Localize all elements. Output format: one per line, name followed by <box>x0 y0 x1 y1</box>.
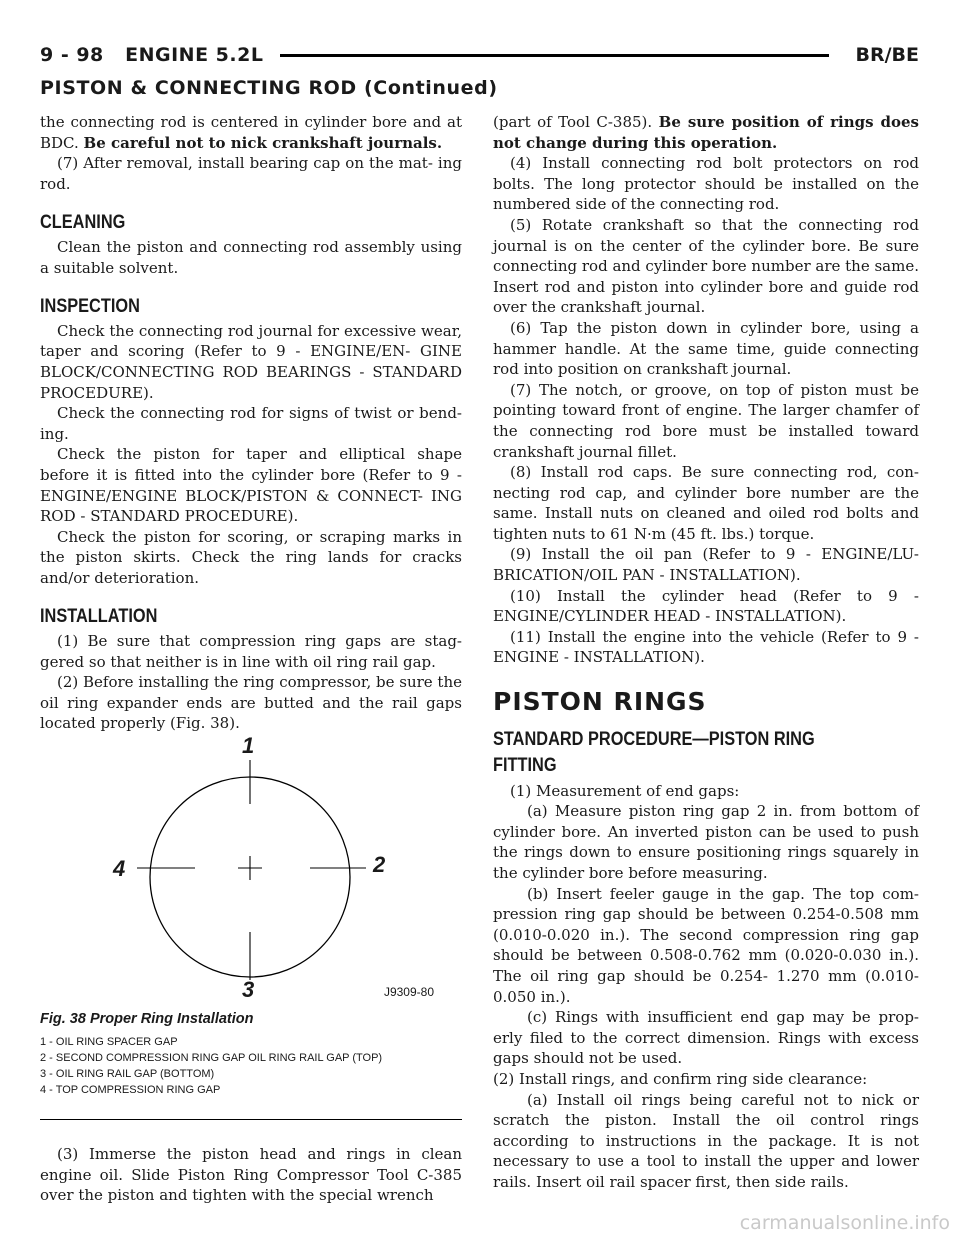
figure-title: Fig. 38 Proper Ring Installation <box>40 1011 254 1028</box>
legend-item-2: 2 - SECOND COMPRESSION RING GAP OIL RING RAIL GAP (TOP) <box>40 1052 383 1065</box>
installation-step-8: (8) Install rod caps. Be sure connecting rod, con- necting rod cap, and cylinder bore number are the same. Install nuts on cleaned and oiled rod bolts and tighten nuts to 61 N·m (45 ft. lbs.) torque. <box>493 463 919 543</box>
installation-step-4: (4) Install connecting rod bolt protectors on rod bolts. The long protector should be installed on the numbered side of the connecting rod. <box>493 154 919 214</box>
model-code: BR/BE <box>855 44 919 66</box>
installation-step-3: (3) Immerse the piston head and rings in clean engine oil. Slide Piston Ring Compressor Tool C-385 over the piston and tighten with the special wrench <box>40 1145 462 1205</box>
installation-step-10: (10) Install the cylinder head (Refer to 9 - ENGINE/CYLINDER HEAD - INSTALLATION). <box>493 586 919 626</box>
intro-paragraph <box>40 112 462 153</box>
left-column <box>40 112 462 1206</box>
callout-1: 1 <box>242 733 255 759</box>
cleaning-heading: CLEANING <box>40 212 126 234</box>
figure-legend <box>40 1036 450 1100</box>
legend-item-3: 3 - OIL RING RAIL GAP (BOTTOM) <box>40 1068 215 1081</box>
measure-step-1: (1) Measurement of end gaps: <box>510 781 740 800</box>
callout-4: 4 <box>113 856 126 882</box>
installation-step-7: (7) The notch, or groove, on top of piston must be pointing toward front of engine. The larger chamfer of the connecting rod bore must be installed toward crankshaft journal fillet. <box>493 380 919 461</box>
standard-procedure-heading-line-1: STANDARD PROCEDURE—PISTON RING <box>493 728 815 750</box>
cleaning-text: Clean the piston and connecting rod assembly using a suitable solvent. <box>40 237 462 277</box>
figure-38 <box>40 733 462 1134</box>
inspection-para-4: Check the piston for scoring, or scraping marks in the piston skirts. Check the ring lands for cracks and/or deterioration. <box>40 527 462 587</box>
page-number-section <box>40 44 263 66</box>
measure-step-1b: (b) Insert feeler gauge in the gap. The top com- pression ring gap should be between 0.254-0.508 mm (0.010-0.020 in.). The second compression ring gap should be between 0.508-0.762 mm (0.020-0.030 in.). The oil ring gap should be 0.254- 1.270 mm (0.010-0.050 in.). <box>493 884 919 1006</box>
measure-step-1c: (c) Rings with insufficient end gap may be prop- erly filed to the correct dimension. Rings with excess gaps should not be used. <box>493 1008 919 1068</box>
inspection-para-1: Check the connecting rod journal for excessive wear, taper and scoring (Refer to 9 - ENGINE/EN- GINE BLOCK/CONNECTING ROD BEARINGS - STANDARD PROCEDURE). <box>40 321 462 402</box>
legend-item-1: 1 - OIL RING SPACER GAP <box>40 1036 178 1049</box>
step-3-cont-text: (part of Tool C-385). <box>493 113 659 131</box>
figure-code: J9309-80 <box>383 985 434 1000</box>
step-3-caution: Be sure position of rings does not change during this operation. <box>493 113 919 152</box>
callout-2: 2 <box>373 852 386 878</box>
installation-step-2: (2) Before installing the ring compressor, be sure the oil ring expander ends are butted and the rail gaps located properly (Fig. 38). <box>40 673 462 733</box>
installation-step-6: (6) Tap the piston down in cylinder bore, using a hammer handle. At the same time, guide connecting rod into position on crankshaft journal. <box>493 318 919 379</box>
right-column <box>493 112 919 1193</box>
watermark: carmanualsonline.info <box>739 1212 950 1234</box>
page-number: 9 - 98 <box>40 44 104 66</box>
page-header <box>40 44 919 70</box>
installation-step-11: (11) Install the engine into the vehicle (Refer to 9 - ENGINE - INSTALLATION). <box>493 627 919 667</box>
installation-step-3-cont <box>493 112 919 153</box>
section-name: ENGINE 5.2L <box>125 44 264 66</box>
continued-title: PISTON & CONNECTING ROD (Continued) <box>40 77 498 99</box>
installation-step-1: (1) Be sure that compression ring gaps are stag- gered so that neither is in line with oil ring rail gap. <box>40 632 462 671</box>
inspection-heading: INSPECTION <box>40 296 140 318</box>
legend-item-4: 4 - TOP COMPRESSION RING GAP <box>40 1084 221 1097</box>
installation-heading: INSTALLATION <box>40 606 158 628</box>
installation-step-5: (5) Rotate crankshaft so that the connecting rod journal is on the center of the cylinder bore. Be sure connecting rod and cylinder bore number are the same. Insert rod and piston into cylinder bore and guide rod over the crankshaft journal. <box>493 215 919 317</box>
ring-gap-diagram <box>40 742 462 1012</box>
installation-step-9: (9) Install the oil pan (Refer to 9 - ENGINE/LU- BRICATION/OIL PAN - INSTALLATION). <box>493 545 919 585</box>
install-step-2: (2) Install rings, and confirm ring side clearance: <box>493 1069 868 1088</box>
piston-rings-heading: PISTON RINGS <box>493 687 707 717</box>
removal-step-7: (7) After removal, install bearing cap on the mat- ing rod. <box>40 154 462 193</box>
figure-bottom-rule <box>40 1119 462 1120</box>
measure-step-1a: (a) Measure piston ring gap 2 in. from bottom of cylinder bore. An inverted piston can be used to push the rings down to ensure positioning rings squarely in the cylinder bore before measuring. <box>493 802 919 882</box>
inspection-para-3: Check the piston for taper and elliptical shape before it is fitted into the cylinder bore (Refer to 9 - ENGINE/ENGINE BLOCK/PISTON & CONNECT- ING ROD - STANDARD PROCEDURE). <box>40 445 462 526</box>
intro-text: the connecting rod is centered in cylinder bore and at BDC. <box>40 113 462 152</box>
standard-procedure-heading-line-2: FITTING <box>493 754 557 776</box>
callout-3: 3 <box>242 977 255 1003</box>
intro-caution: Be careful not to nick crankshaft journals. <box>83 133 443 152</box>
header-rule <box>280 54 829 57</box>
install-step-2a: (a) Install oil rings being careful not to nick or scratch the piston. Install the oil control rings according to instructions in the package. It is not necessary to use a tool to install the upper and lower rails. Insert oil rail spacer first, then side rails. <box>493 1090 919 1191</box>
inspection-para-2: Check the connecting rod for signs of twist or bend- ing. <box>40 404 462 443</box>
